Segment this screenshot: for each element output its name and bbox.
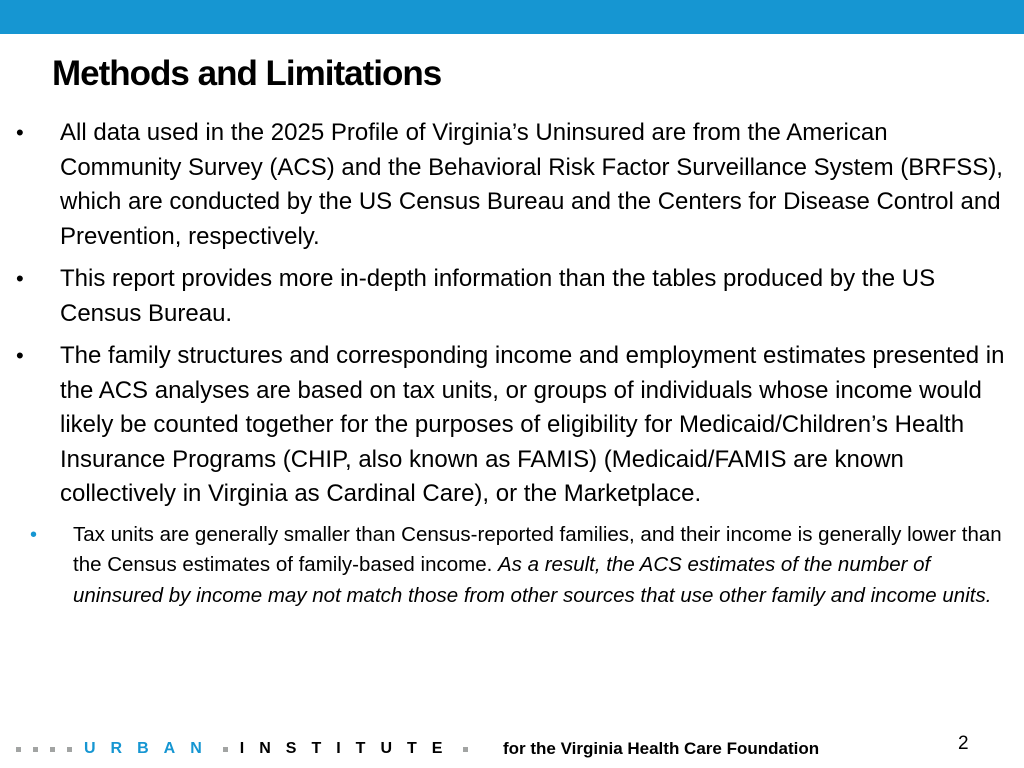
bullet-item xyxy=(0,262,1024,331)
logo-dot-icon xyxy=(463,747,468,752)
logo-word-urban: URBAN xyxy=(84,740,217,757)
bullet-list xyxy=(0,116,1024,611)
urban-institute-logo xyxy=(16,736,480,762)
page-number: 2 xyxy=(958,733,969,754)
logo-dot-icon xyxy=(67,747,72,752)
top-accent-bar xyxy=(0,0,1024,34)
bullet-item xyxy=(0,339,1024,512)
sub-bullet-marker: • xyxy=(30,523,38,546)
sub-bullet-item xyxy=(0,520,1024,612)
bullet-marker: • xyxy=(16,266,24,291)
bullet-text: This report provides more in-depth information than the tables produced by the US Census Bureau. xyxy=(60,265,936,327)
bullet-marker: • xyxy=(16,343,24,368)
bullet-item xyxy=(0,116,1024,254)
footer-text: for the Virginia Health Care Foundation xyxy=(503,739,820,758)
bullet-text: All data used in the 2025 Profile of Virginia’s Uninsured are from the American Community Survey (ACS) and the Behavioral Risk Factor Surveillance System (BRFSS), which are conducted by the US Census Bureau and the Centers for Disease Control and Prevention, respectively. xyxy=(60,119,1003,250)
bullet-text: The family structures and corresponding income and employment estimates presented in the ACS analyses are based on tax units, or groups of individuals whose income would likely be counted together for the purposes of eligibility for Medicaid/Children’s Health Insurance Programs (CHIP, also known as FAMIS) (Medicaid/FAMIS are known collectively in Virginia as Cardinal Care), or the Marketplace. xyxy=(60,342,1005,507)
logo-dot-icon xyxy=(16,747,21,752)
logo-dot-icon xyxy=(50,747,55,752)
logo-word-institute: INSTITUTE xyxy=(239,740,458,757)
sub-bullet-text: Tax units are generally smaller than Census-reported families, and their income is generally lower than the Census estimates of family-based income. xyxy=(73,522,1002,576)
sub-bullet-italic-text: As a result, the ACS estimates of the number of uninsured by income may not match those from other sources that use other family and income units. xyxy=(73,553,992,607)
bullet-marker: • xyxy=(16,120,24,145)
logo-dot-icon xyxy=(223,747,228,752)
slide-title: Methods and Limitations xyxy=(52,54,442,93)
logo-dot-icon xyxy=(33,747,38,752)
